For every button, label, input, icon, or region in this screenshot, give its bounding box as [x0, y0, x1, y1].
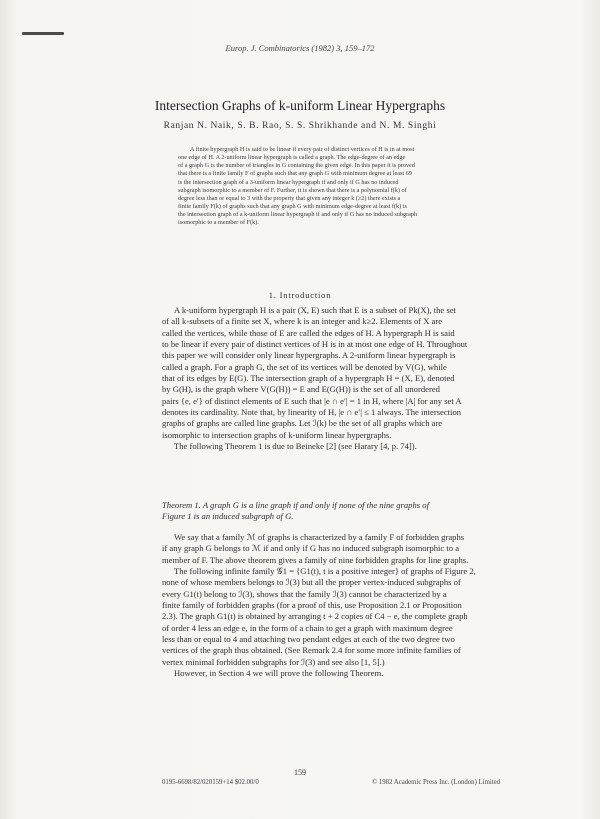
body-line: by G(H), is the graph where V(G(H)) = E and E(G(H)) is the set of all unordered	[162, 384, 440, 395]
body-line: pairs {e, e′} of distinct elements of E such that |e ∩ e′| = 1 in H, where |A| for any set A	[162, 395, 462, 406]
abstract-line: the intersection graph of a k-uniform linear hypergraph if and only if G has no induced subgraph	[178, 211, 418, 219]
body-line: none of whose members belongs to ℐ(3) but all the proper vertex-induced subgraphs of	[162, 577, 461, 588]
body-line: to be linear if every pair of distinct vertices of H is in at most one edge of H. Throughout	[162, 339, 468, 350]
abstract-line: that there is a finite family F of graphs such that any graph G with minimum degree at least 69	[178, 170, 412, 178]
paper-title: Intersection Graphs of k-uniform Linear Hypergraphs	[154, 98, 446, 113]
abstract-line: of a graph G is the number of triangles in G containing the given edge. In this paper it is proved	[178, 162, 415, 170]
footer-price-code: 0195-6698/82/020159+14 $02.00/0	[162, 779, 259, 786]
body-line: member of F. The above theorem gives a family of nine forbidden graphs for line graphs.	[162, 554, 469, 565]
abstract-line: is the intersection graph of a 3-uniform linear hypergraph if and only if G has no induced	[178, 178, 399, 186]
body-line: The following infinite family 𝒢1 = {G1(t), t is a positive integer} of graphs of Figure 2,	[174, 566, 476, 577]
body-line: if any graph G belongs to ℳ if and only if G has no induced subgraph isomorphic to a	[162, 543, 460, 554]
body-line: of all k-subsets of a finite set X, where k is an integer and k≥2. Elements of X are	[162, 316, 443, 327]
theorem-line: Figure 1 is an induced subgraph of G.	[162, 511, 294, 522]
body-line: finite family of forbidden graphs (for a proof of this, use Proposition 2.1 or Proposition	[162, 600, 462, 611]
body-line: every G1(t) belong to ℐ(3), shows that the family ℐ(3) cannot be characterized by a	[162, 588, 447, 599]
body-line: isomorphic to intersection graphs of k-uniform linear hypergraphs.	[162, 429, 392, 440]
theorem-line: Theorem 1. A graph G is a line graph if and only if none of the nine graphs of	[162, 500, 429, 510]
body-line: 2.3). The graph G1(t) is obtained by arranging t + 2 copies of C4 − e, the complete graph	[162, 611, 468, 622]
body-line: A k-uniform hypergraph H is a pair (X, E) such that E is a subset of Pk(X), the set	[174, 305, 456, 315]
punch-mark	[22, 32, 64, 35]
abstract-line: subgraph isomorphic to a member of F. Further, it is shown that there is a polynomial f(k) of	[178, 186, 407, 194]
abstract-line: degree less than or equal to 3 with the property that given any integer k (≥2) there exists a	[178, 194, 401, 202]
body-line: less than or equal to 4 and attaching two pendant edges at each of the two degree two	[162, 634, 455, 645]
body-line: vertices of the graph thus obtained. (See Remark 2.4 for some more infinite families of	[162, 645, 461, 656]
abstract-line: one edge of H. A 2-uniform linear hypergraph is called a graph. The edge-degree of an edge	[178, 154, 406, 162]
body-line: that of its edges by E(G). The intersection graph of a hypergraph H = (X, E), denoted	[162, 373, 455, 384]
body-line: of order 4 less an edge e, in the form of a chain to get a graph with maximum degree	[162, 622, 453, 633]
abstract-line: finite family F(k) of graphs such that any graph G with minimum edge-degree at least f(k) is	[178, 203, 407, 211]
body-line: However, in Section 4 we will prove the following Theorem.	[174, 668, 384, 679]
body-line: denotes its cardinality. Note that, by linearity of H, |e ∩ e′| ≤ 1 always. The intersection	[162, 407, 462, 418]
abstract-line: isomorphic to a member of F(k).	[178, 219, 259, 227]
body-line: graphs of graphs are called line graphs. Let ℐ(k) be the set of all graphs which are	[162, 418, 443, 429]
section-heading-introduction: 1. Introduction	[268, 290, 332, 300]
journal-citation: Europ. J. Combinatorics (1982) 3, 159–172	[225, 43, 375, 53]
body-line: We say that a family ℳ of graphs is characterized by a family F of forbidden graphs	[174, 532, 465, 542]
body-line: this paper we will consider only linear hypergraphs. A 2-uniform linear hypergraph is	[162, 350, 456, 361]
abstract-line: A finite hypergraph H is said to be linear if every pair of distinct vertices of H is in at most	[190, 146, 415, 153]
body-line: vertex minimal forbidden subgraphs for ℐ(3) and see also [1, 5].)	[162, 656, 385, 667]
paper-authors: Ranjan N. Naik, S. B. Rao, S. S. Shrikhande and N. M. Singhi	[163, 121, 437, 131]
body-line: called the vertices, while those of E are called the edges of H. A hypergraph H is said	[162, 327, 455, 338]
abstract	[178, 146, 516, 228]
page-number: 159	[294, 768, 306, 777]
footer-copyright: © 1982 Academic Press Inc. (London) Limited	[372, 779, 501, 786]
introduction-text	[162, 305, 532, 452]
body-line: The following Theorem 1 is due to Beineke [2] (see Harary [4, p. 74]).	[174, 441, 417, 452]
theorem-1	[162, 500, 532, 523]
body-line: called a graph. For a graph G, the set of its vertices will be denoted by V(G), while	[162, 361, 447, 372]
forbidden-graphs-text	[162, 532, 532, 679]
